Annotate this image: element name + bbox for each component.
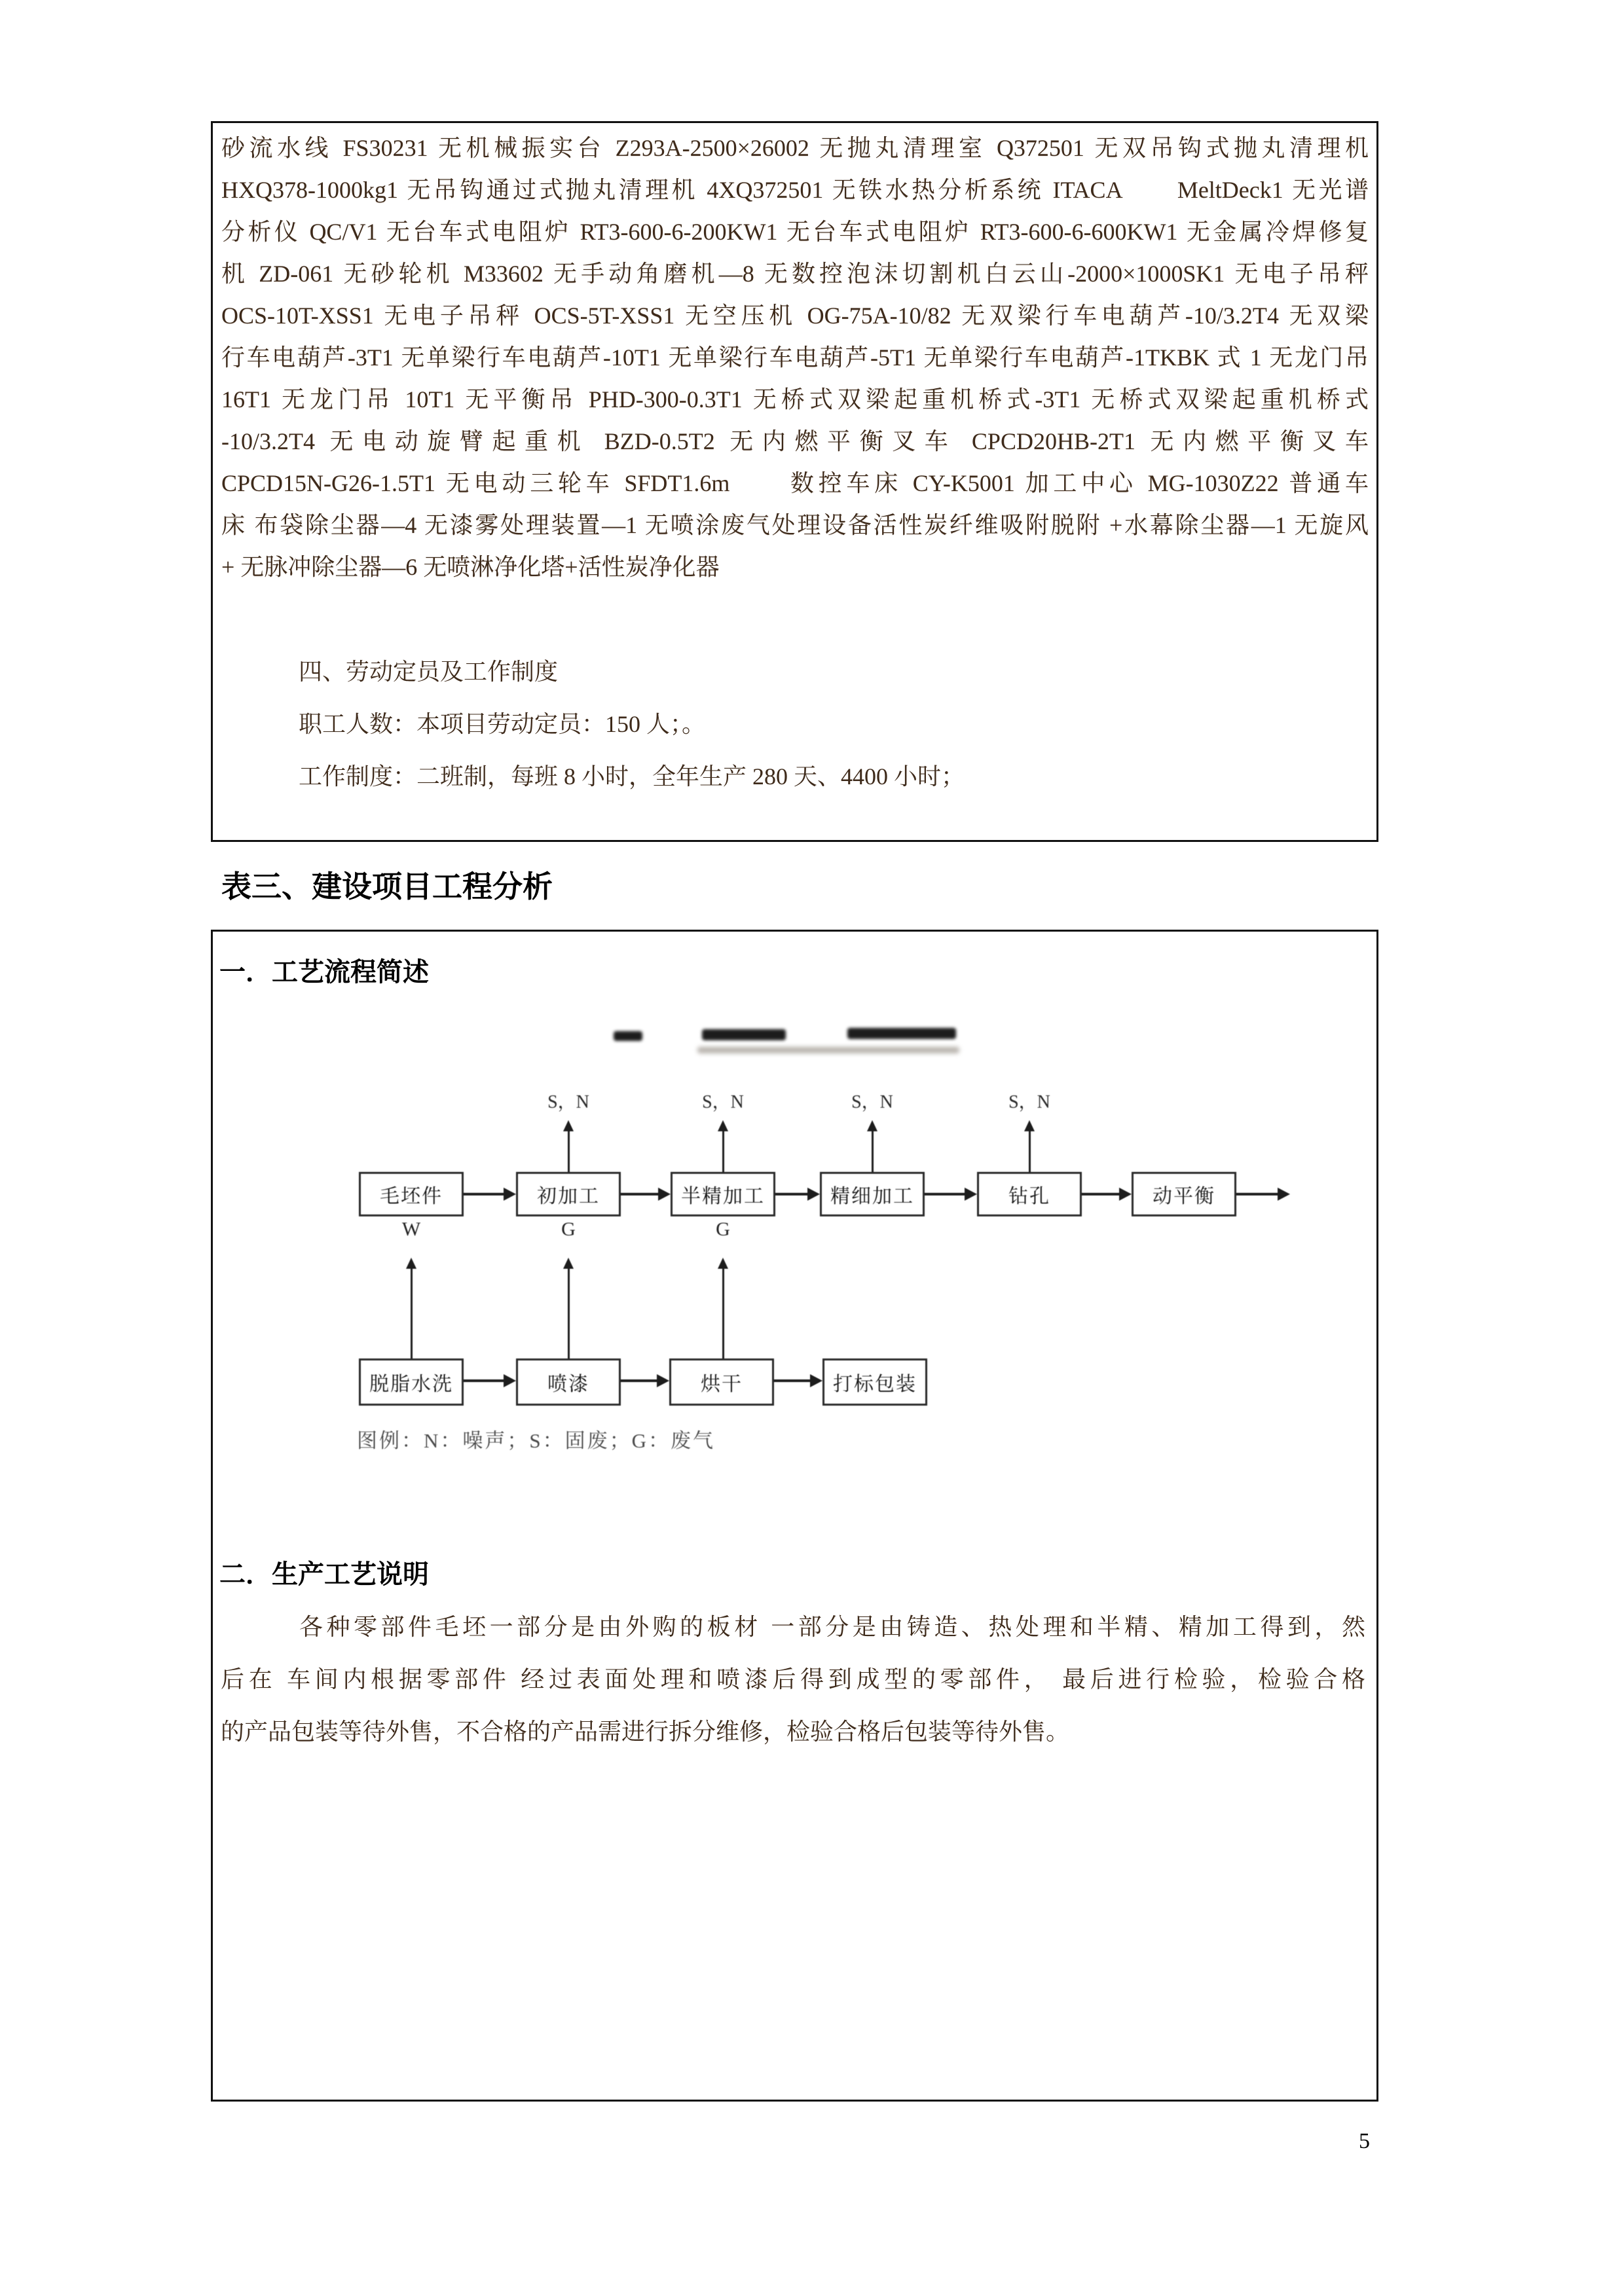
equipment-list-line: 砂流水线 FS30231 无机械振实台 Z293A-2500×26002 无抛丸清理室 Q372501 无双吊钩式抛丸清理机 (221, 135, 1369, 161)
flow-arrow-line (775, 1193, 808, 1195)
process-flow-section-title: 一．工艺流程简述 (219, 958, 429, 987)
equipment-list-line: CPCD15N-G26-1.5T1 无电动三轮车 SFDT1.6m 数控车床 CY-K5001 加工中心 MG-1030Z22 普通车 (221, 470, 1369, 496)
up-arrow-line (411, 1268, 413, 1358)
equipment-list-line: 16T1 无龙门吊 10T1 无平衡吊 PHD-300-0.3T1 无桥式双梁起重机桥式-3T1 无桥式双梁起重机桥式 (221, 386, 1369, 412)
flow-arrow-icon (658, 1188, 671, 1201)
emission-label-sn: S，N (851, 1092, 893, 1112)
equipment-list-line: -10/3.2T4 无电动旋臂起重机 BZD-0.5T2 无内燃平衡叉车 CPCD20HB-2T1 无内燃平衡叉车 (221, 428, 1369, 454)
up-arrow-line (568, 1268, 570, 1358)
flow-arrow-line (1082, 1193, 1120, 1195)
flow-arrow-line (621, 1193, 659, 1195)
up-arrow-line (568, 1130, 570, 1172)
cropped-image-title-fragment (702, 1029, 786, 1040)
process-step-box: 动平衡 (1132, 1172, 1236, 1216)
cropped-image-title-shadow (697, 1047, 959, 1053)
page-number: 5 (1359, 2129, 1370, 2153)
emission-label-sn: S，N (547, 1092, 589, 1112)
paragraph-line: 后在 车间内根据零部件 经过表面处理和喷漆后得到成型的零部件， 最后进行检验，检验合格 (221, 1666, 1365, 1692)
paragraph-line: 的产品包装等待外售，不合格的产品需进行拆分维修，检验合格后包装等待外售。 (221, 1719, 1070, 1745)
process-step-box: 半精加工 (671, 1172, 775, 1216)
flow-exit-arrow-line (1236, 1193, 1278, 1195)
up-arrow-icon (563, 1258, 574, 1269)
process-step-box: 钻孔 (977, 1172, 1082, 1216)
process-flow-diagram (213, 932, 1378, 1508)
flow-arrow-icon (1119, 1188, 1132, 1201)
flow-arrow-line (621, 1379, 657, 1382)
flow-arrow-icon (504, 1374, 516, 1387)
process-description-section-title: 二．生产工艺说明 (219, 1560, 429, 1589)
equipment-list-line: 分析仪 QC/V1 无台车式电阻炉 RT3-600-6-200KW1 无台车式电阻炉 RT3-600-6-600KW1 无金属冷焊修复 (221, 219, 1369, 245)
emission-label-g: G (561, 1218, 576, 1240)
labor-section (221, 646, 1369, 803)
process-analysis-table-cell (211, 930, 1378, 2102)
process-step-box: 打标包装 (822, 1358, 927, 1406)
work-schedule-line: 工作制度：二班制，每班 8 小时，全年生产 280 天、4400 小时； (299, 763, 965, 790)
up-arrow-line (872, 1130, 874, 1172)
up-arrow-icon (718, 1258, 728, 1269)
flow-arrow-icon (965, 1188, 977, 1201)
equipment-list-line: 机 ZD-061 无砂轮机 M33602 无手动角磨机—8 无数控泡沫切割机白云山-2000×1000SK1 无电子吊秤 (221, 261, 1369, 287)
equipment-labor-table-cell (211, 121, 1378, 842)
labor-heading: 四、劳动定员及工作制度 (299, 659, 559, 685)
process-step-box: 烘干 (669, 1358, 774, 1406)
emission-label-w: W (401, 1218, 421, 1240)
process-step-box: 精细加工 (820, 1172, 925, 1216)
process-step-box: 毛坯件 (359, 1172, 464, 1216)
emission-label-g: G (716, 1218, 730, 1240)
equipment-list-line: 行车电葫芦-3T1 无单梁行车电葫芦-10T1 无单梁行车电葫芦-5T1 无单梁行车电葫芦-1TKBK 式 1 无龙门吊 (221, 344, 1369, 371)
process-step-box: 初加工 (516, 1172, 621, 1216)
staff-count-line: 职工人数：本项目劳动定员：150 人；。 (299, 711, 706, 737)
flow-arrow-icon (504, 1188, 516, 1201)
diagram-legend: 图例：N：噪声；S：固废；G：废气 (357, 1429, 716, 1452)
equipment-list-line: + 无脉冲除尘器—6 无喷淋净化塔+活性炭净化器 (221, 554, 720, 580)
flow-arrow-line (464, 1379, 504, 1382)
flow-arrow-line (464, 1193, 504, 1195)
up-arrow-line (722, 1268, 724, 1358)
up-arrow-line (722, 1130, 724, 1172)
flow-exit-arrow-icon (1278, 1188, 1290, 1201)
flow-arrow-line (774, 1379, 811, 1382)
up-arrow-line (1029, 1130, 1031, 1172)
process-step-box: 脱脂水洗 (359, 1358, 464, 1406)
table3-heading: 表三、建设项目工程分析 (221, 869, 553, 903)
paragraph-line: 各种零部件毛坯一部分是由外购的板材 一部分是由铸造、热处理和半精、精加工得到，然 (299, 1614, 1365, 1640)
emission-label-sn: S，N (702, 1092, 744, 1112)
cropped-image-title-fragment (614, 1031, 642, 1041)
up-arrow-icon (406, 1258, 416, 1269)
flow-arrow-icon (807, 1188, 820, 1201)
flow-arrow-icon (810, 1374, 822, 1387)
equipment-list-line: 床 布袋除尘器—4 无漆雾处理装置—1 无喷涂废气处理设备活性炭纤维吸附脱附 +水幕除尘器—1 无旋风 (221, 512, 1369, 538)
process-step-box: 喷漆 (516, 1358, 621, 1406)
flow-arrow-line (925, 1193, 965, 1195)
equipment-list-line: HXQ378-1000kg1 无吊钩通过式抛丸清理机 4XQ372501 无铁水热分析系统 ITACA MeltDeck1 无光谱 (221, 177, 1369, 203)
cropped-image-title-fragment (847, 1028, 956, 1039)
flow-arrow-icon (657, 1374, 669, 1387)
equipment-list-line: OCS-10T-XSS1 无电子吊秤 OCS-5T-XSS1 无空压机 OG-75A-10/82 无双梁行车电葫芦-10/3.2T4 无双梁 (221, 302, 1369, 329)
process-description-paragraph (221, 1601, 1365, 1758)
emission-label-sn: S，N (1008, 1092, 1050, 1112)
